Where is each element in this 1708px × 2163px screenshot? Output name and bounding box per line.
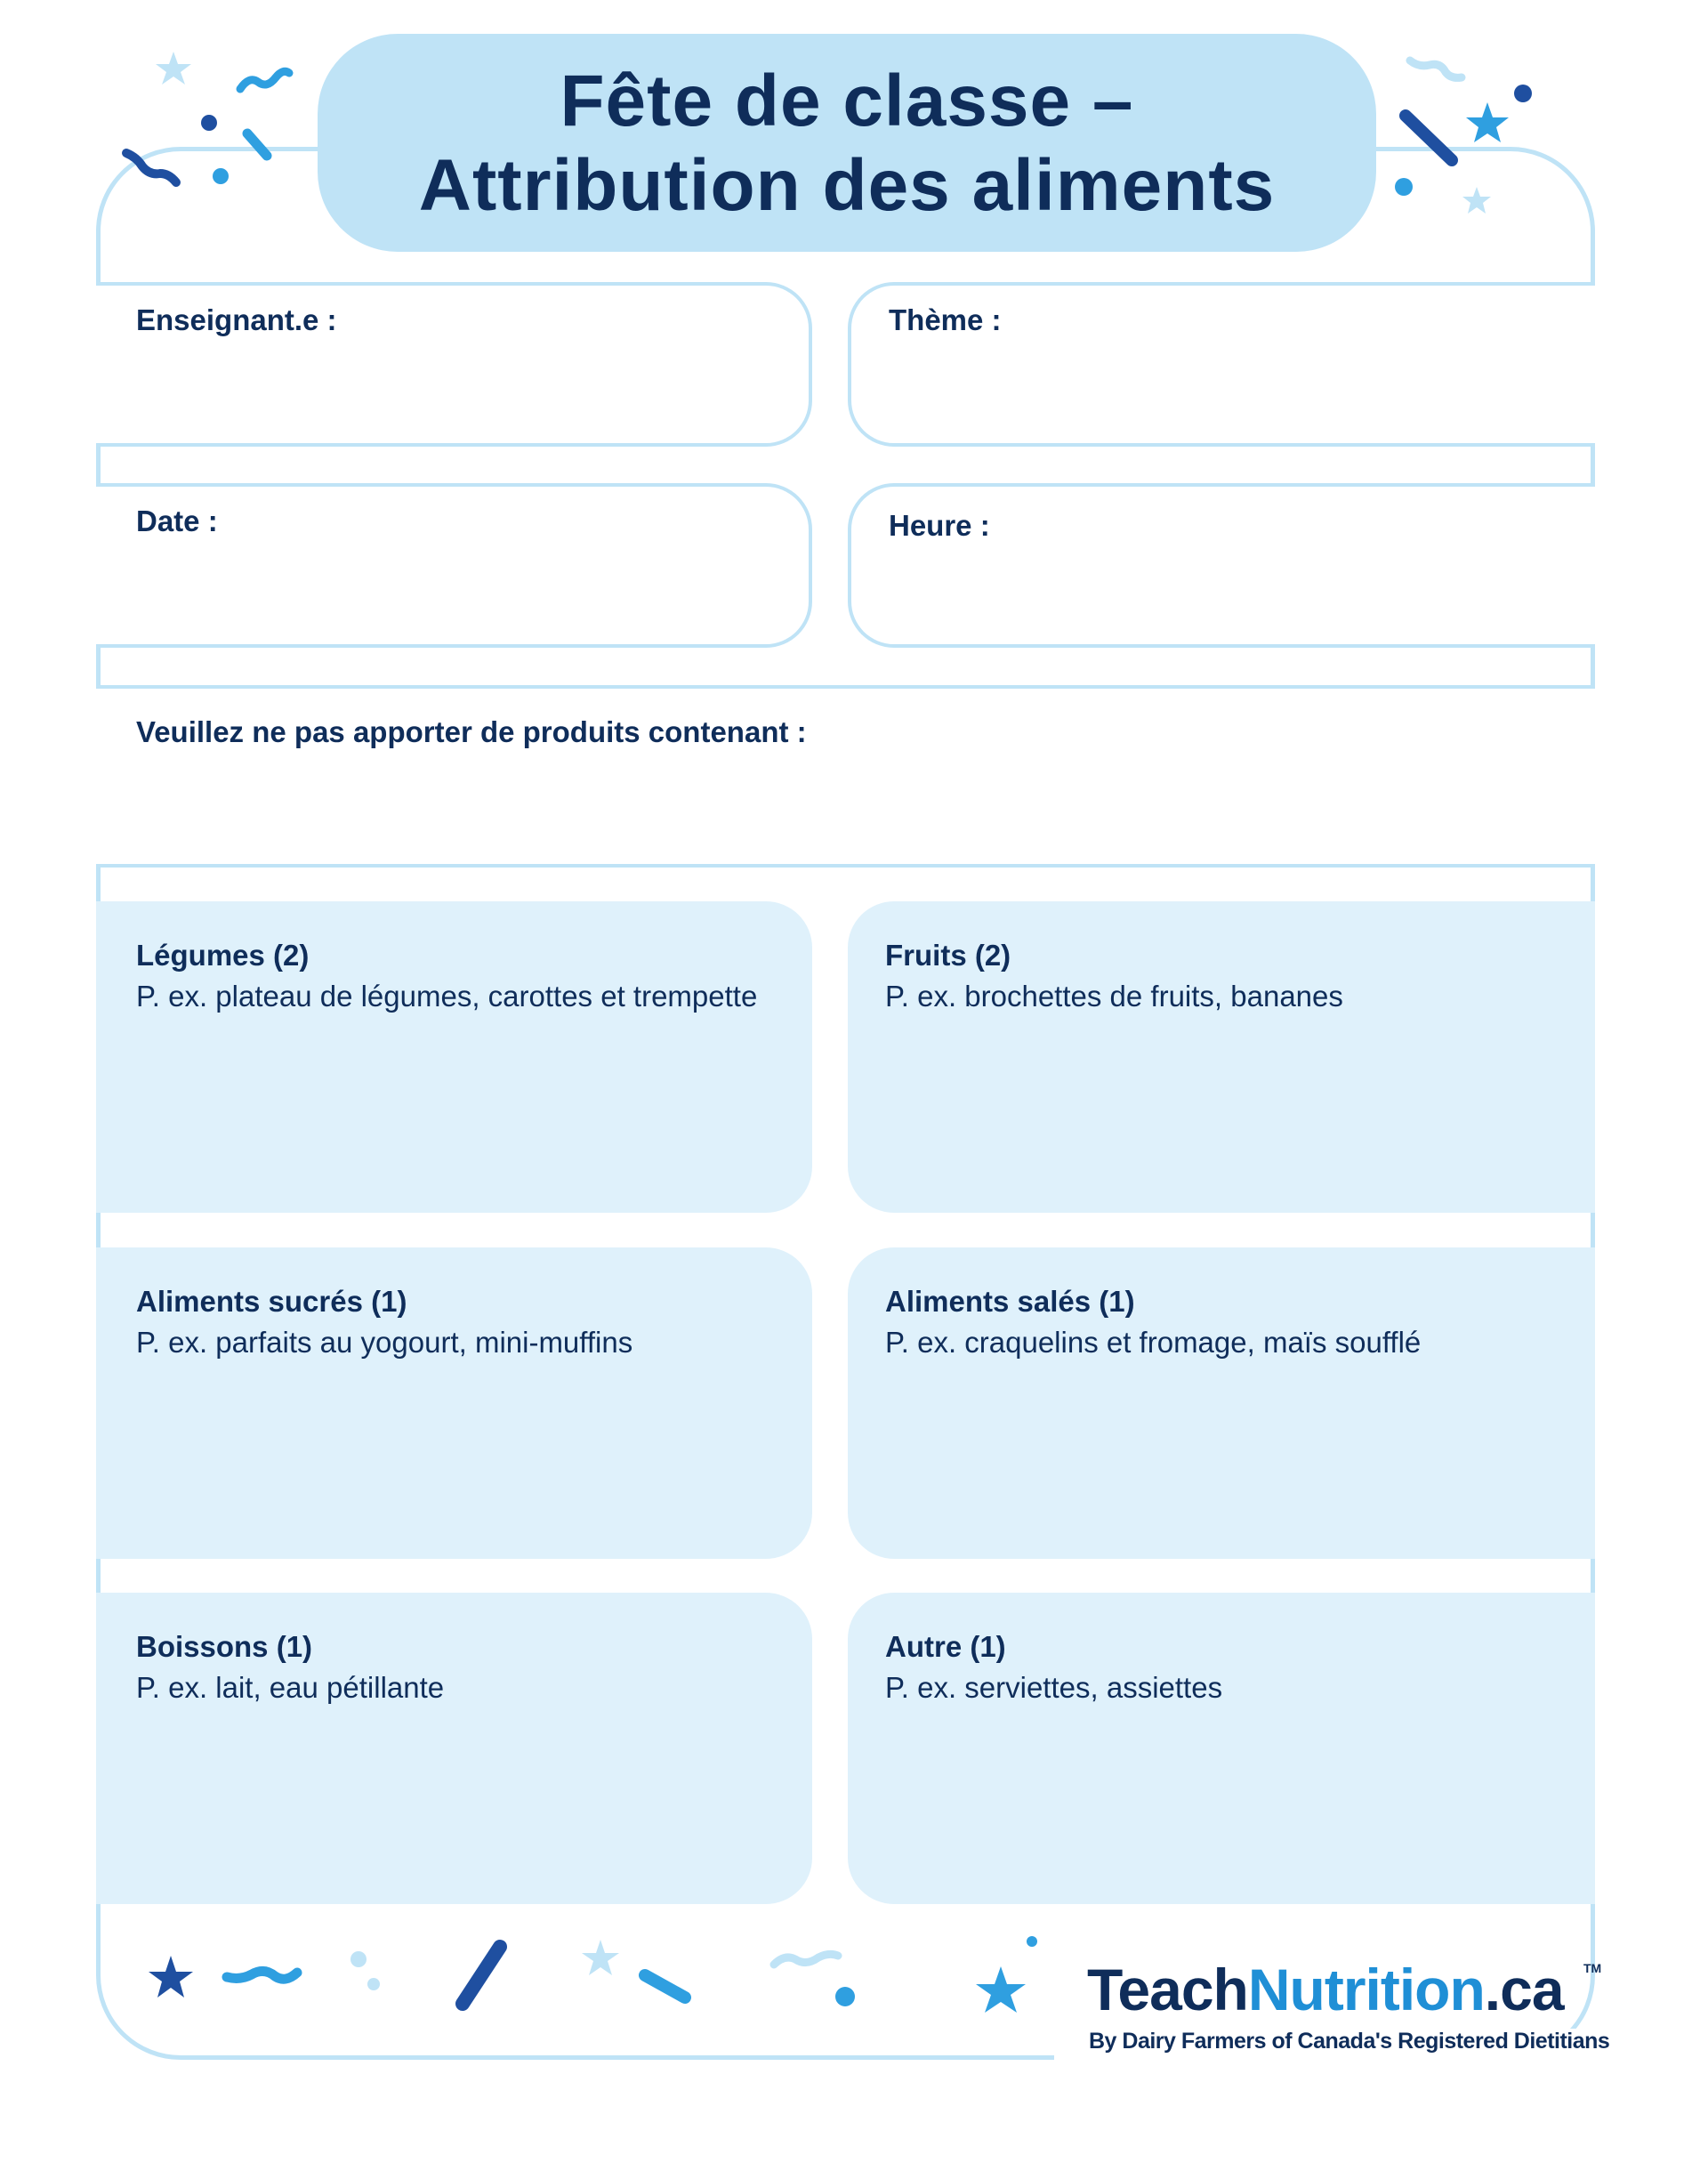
category-example: P. ex. serviettes, assiettes	[885, 1671, 1223, 1704]
dot-icon	[1027, 1936, 1037, 1947]
squiggle-icon	[1410, 61, 1462, 77]
stick-icon	[1406, 116, 1452, 160]
squiggle-icon	[227, 1971, 297, 1979]
category-drinks[interactable]	[96, 1593, 812, 1904]
category-sweet-foods[interactable]	[96, 1247, 812, 1559]
category-vegetables[interactable]	[96, 901, 812, 1213]
category-fruits[interactable]	[848, 901, 1595, 1213]
time-label: Heure :	[889, 509, 990, 542]
logo-wordmark	[1087, 1957, 1564, 2022]
page-title-line-2: Attribution des aliments	[418, 144, 1276, 226]
category-example: P. ex. parfaits au yogourt, mini-muffins	[136, 1326, 633, 1359]
category-example: P. ex. brochettes de fruits, bananes	[885, 980, 1343, 1013]
category-title: Légumes (2)	[136, 939, 310, 972]
category-example: P. ex. craquelins et fromage, maïs soufflé	[885, 1326, 1422, 1359]
category-other[interactable]	[848, 1593, 1595, 1904]
confetti-top-left	[107, 36, 320, 214]
teacher-field[interactable]	[96, 282, 812, 447]
squiggle-icon	[240, 71, 289, 89]
category-title: Fruits (2)	[885, 939, 1011, 972]
theme-field[interactable]	[848, 282, 1595, 447]
squiggle-icon	[126, 153, 176, 182]
category-title: Autre (1)	[885, 1630, 1006, 1663]
star-icon	[582, 1940, 619, 1975]
squiggle-icon	[774, 1954, 838, 1965]
star-icon	[1466, 102, 1509, 142]
category-title: Boissons (1)	[136, 1630, 313, 1663]
category-salty-foods[interactable]	[848, 1247, 1595, 1559]
stick-icon	[463, 1947, 500, 2004]
dot-icon	[213, 168, 229, 184]
category-example: P. ex. plateau de légumes, carottes et trempette	[136, 980, 758, 1013]
star-icon	[976, 1966, 1026, 2013]
stick-icon	[454, 1940, 463, 1953]
category-example: P. ex. lait, eau pétillante	[136, 1671, 445, 1704]
dot-icon	[350, 1951, 367, 1967]
teacher-label: Enseignant.e :	[136, 303, 337, 336]
dot-icon	[1514, 85, 1532, 102]
teachnutrition-logo	[1087, 1957, 1610, 2064]
star-icon	[149, 1956, 193, 1998]
theme-label: Thème :	[889, 303, 1002, 336]
star-icon	[156, 52, 191, 85]
date-label: Date :	[136, 504, 218, 537]
dot-icon	[1395, 178, 1413, 196]
page-title-line-1: Fête de classe –	[560, 60, 1134, 141]
restriction-label: Veuillez ne pas apporter de produits contenant :	[136, 715, 807, 748]
logo-tagline: By Dairy Farmers of Canada's Registered Dietitians	[1089, 2029, 1610, 2054]
logo-ca: .ca	[1484, 1957, 1564, 2022]
logo-trademark: TM	[1583, 1961, 1602, 1975]
stick-icon	[645, 1975, 685, 1998]
title-banner	[318, 34, 1376, 252]
restriction-field[interactable]	[96, 685, 1595, 868]
dot-icon	[367, 1978, 380, 1990]
dot-icon	[835, 1987, 855, 2006]
logo-nutrition: Nutrition	[1247, 1957, 1485, 2022]
dot-icon	[201, 115, 217, 131]
category-title: Aliments salés (1)	[885, 1285, 1135, 1318]
confetti-top-right	[1388, 44, 1566, 231]
confetti-bottom	[133, 1922, 1068, 2055]
category-title: Aliments sucrés (1)	[136, 1285, 407, 1318]
stick-icon	[247, 133, 267, 156]
date-field[interactable]	[96, 483, 812, 648]
star-icon	[1462, 187, 1491, 214]
time-field[interactable]	[848, 483, 1595, 648]
logo-teach: Teach	[1087, 1957, 1248, 2022]
